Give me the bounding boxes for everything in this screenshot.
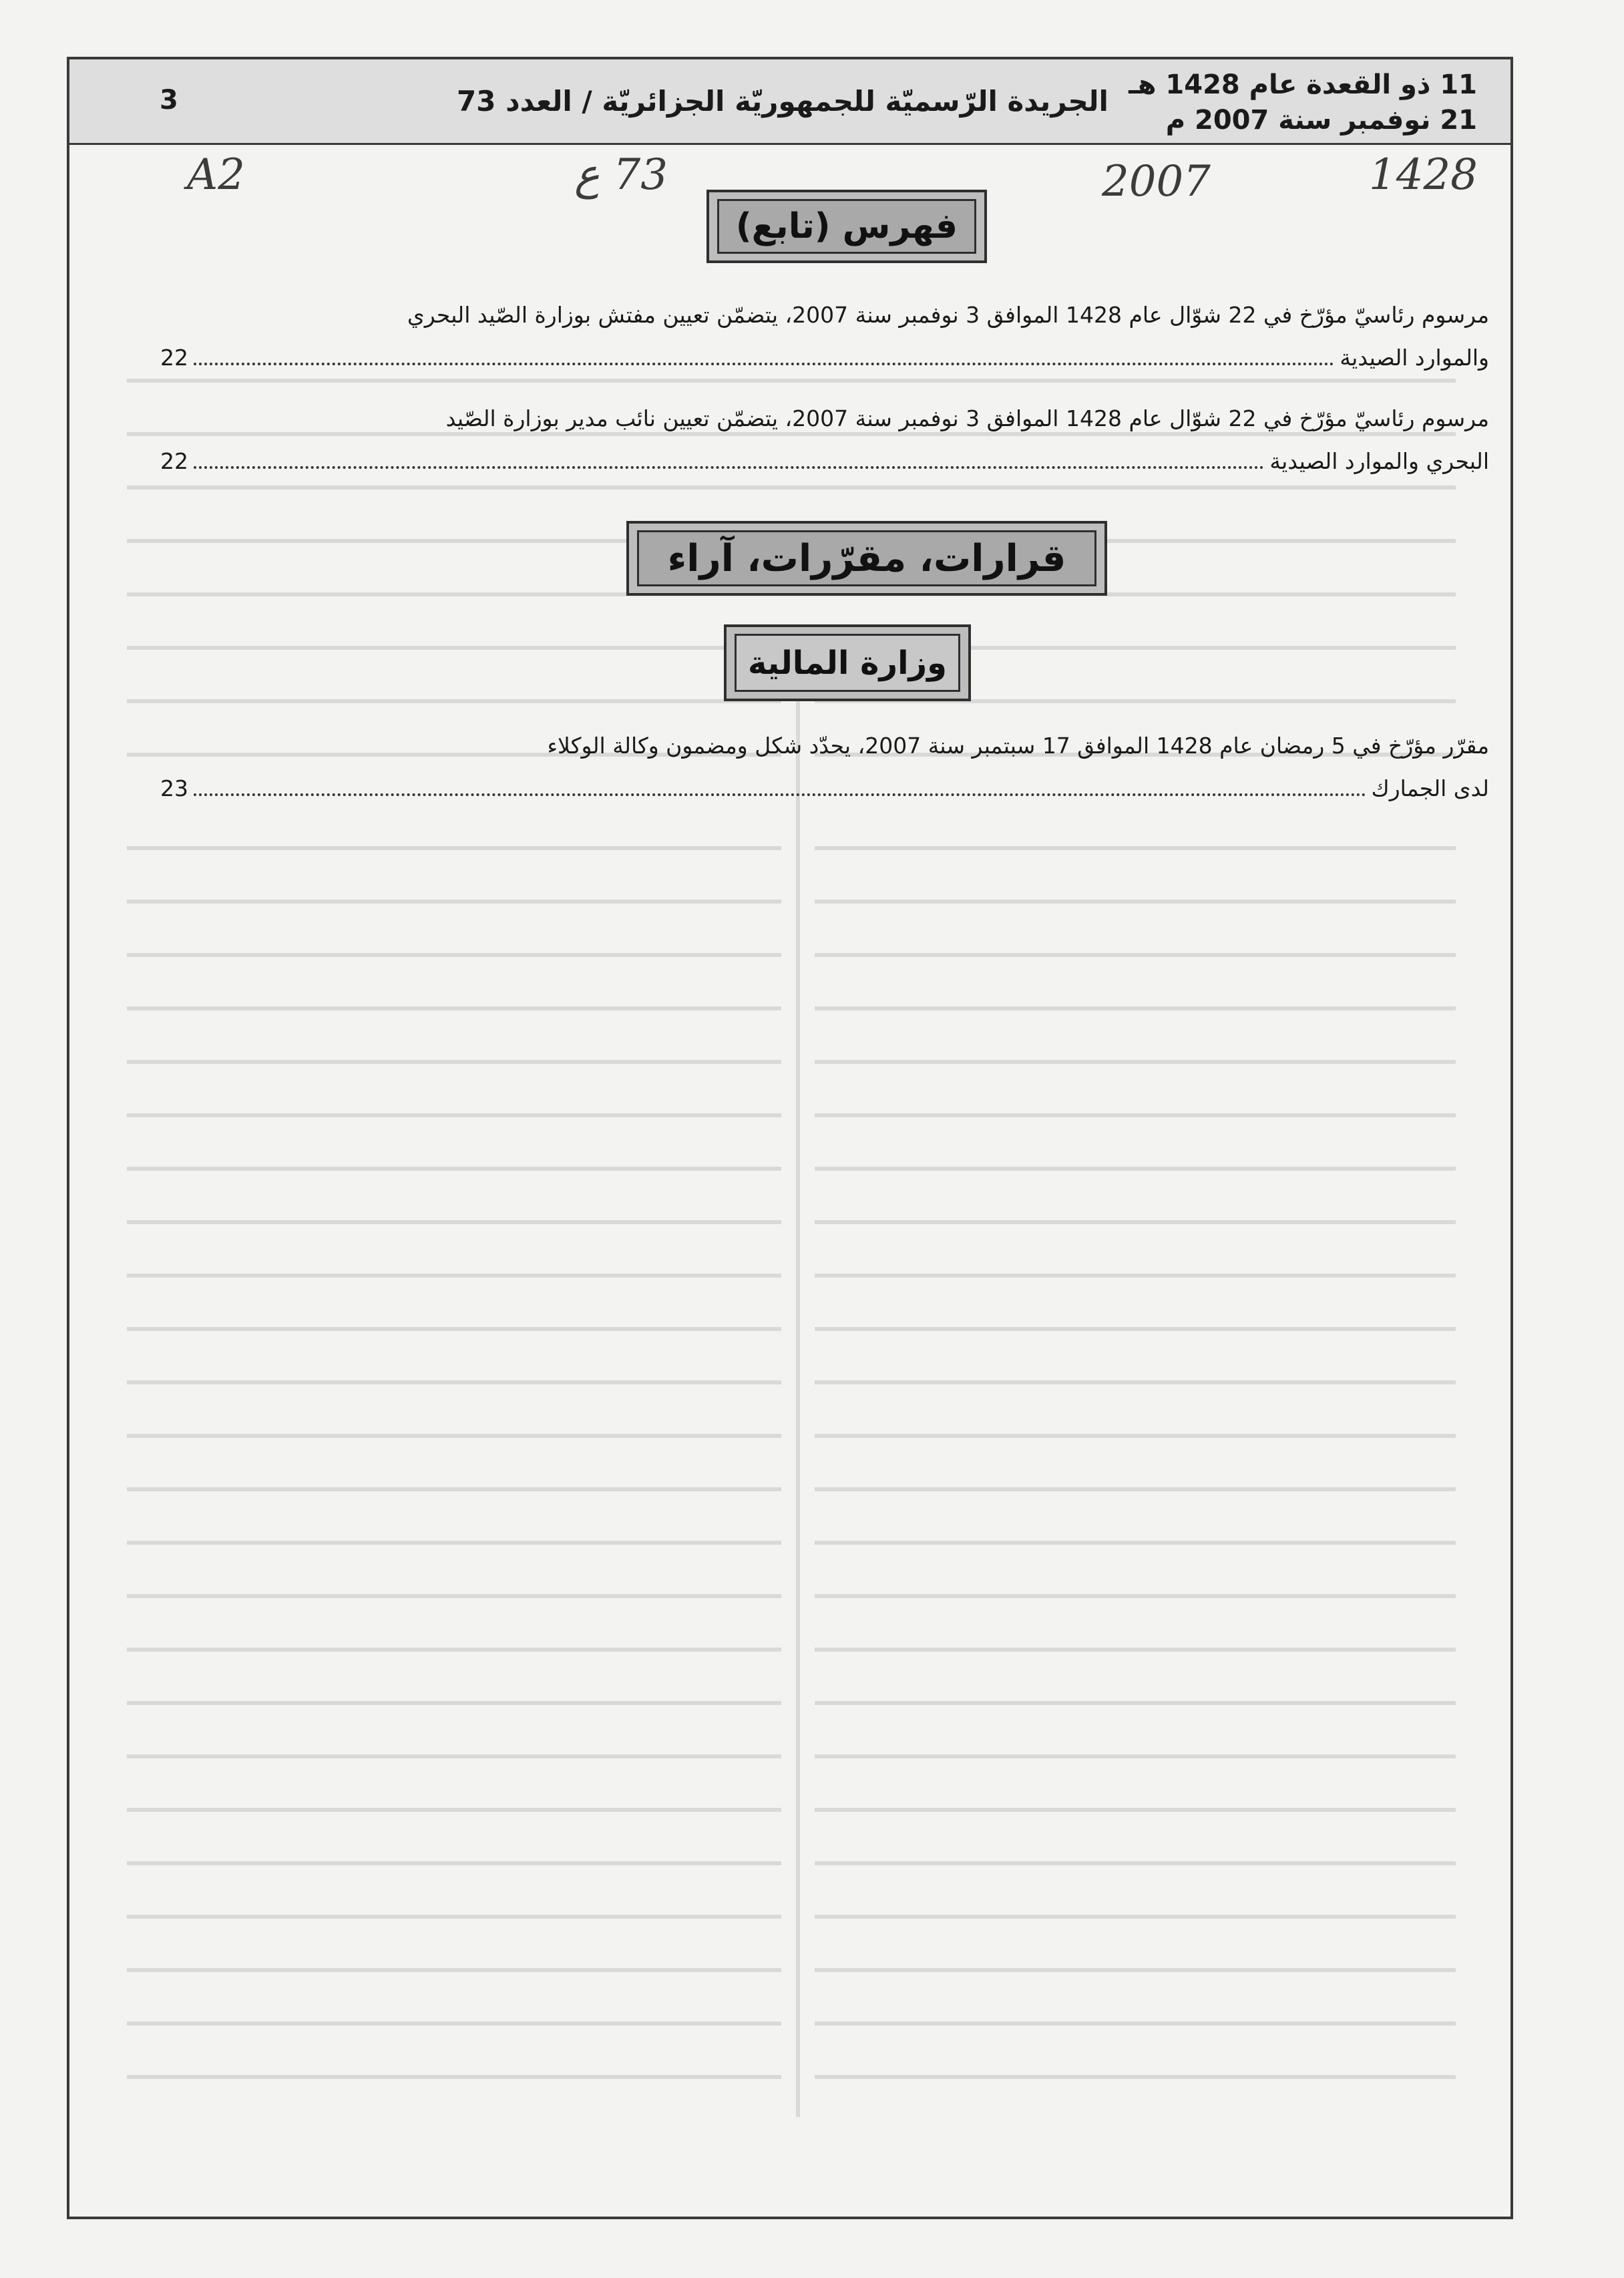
entry-page-number: 23 [160, 775, 188, 801]
index-entry[interactable] [160, 397, 1489, 483]
journal-title: الجريدة الرّسميّة للجمهوريّة الجزائريّة / العدد 73 [457, 85, 1108, 118]
dot-leader [194, 465, 1264, 469]
dot-leader [194, 362, 1334, 365]
entry-text-line2: البحري والموارد الصيدية [1269, 448, 1489, 474]
index-continued-label: فهرس (تابع) [717, 199, 976, 254]
handwritten-note-a2: A2 [187, 150, 245, 200]
dot-leader [194, 793, 1366, 796]
handwritten-note-issue: 73 ع [574, 150, 668, 200]
date-gregorian: 21 نوفمبر سنة 2007 م [1165, 105, 1477, 136]
entry-text-line1: مرسوم رئاسيّ مؤرّخ في 22 شوّال عام 1428 الموافق 3 نوفمبر سنة 2007، يتضمّن تعيين نائب مدير بوزارة الصّيد [445, 405, 1489, 431]
handwritten-note-hijri: 1428 [1369, 150, 1478, 200]
page-number: 3 [160, 85, 178, 116]
index-entry[interactable] [160, 725, 1489, 810]
page-frame [67, 57, 1513, 2219]
index-entry[interactable] [160, 294, 1489, 379]
entry-page-number: 22 [160, 345, 188, 371]
entry-text-line1: مقرّر مؤرّخ في 5 رمضان عام 1428 الموافق 17 سبتمبر سنة 2007، يحدّد شكل ومضمون وكالة الوكلاء [547, 733, 1489, 759]
page-header [69, 59, 1510, 145]
ministry-finance-label: وزارة المالية [735, 634, 960, 692]
entry-text-line1: مرسوم رئاسيّ مؤرّخ في 22 شوّال عام 1428 الموافق 3 نوفمبر سنة 2007، يتضمّن تعيين مفتش بوزارة الصّيد البحري [407, 302, 1489, 328]
entry-text-line2: لدى الجمارك [1371, 775, 1489, 801]
index-continued-banner [706, 190, 987, 263]
entry-page-number: 22 [160, 448, 188, 474]
decisions-banner [626, 521, 1107, 596]
handwritten-note-year: 2007 [1102, 157, 1211, 206]
date-hijri: 11 ذو القعدة عام 1428 هـ [1129, 69, 1477, 100]
decisions-label: قرارات، مقرّرات، آراء [637, 530, 1096, 586]
ministry-finance-banner [724, 624, 971, 701]
entry-text-line2: والموارد الصيدية [1340, 345, 1489, 371]
